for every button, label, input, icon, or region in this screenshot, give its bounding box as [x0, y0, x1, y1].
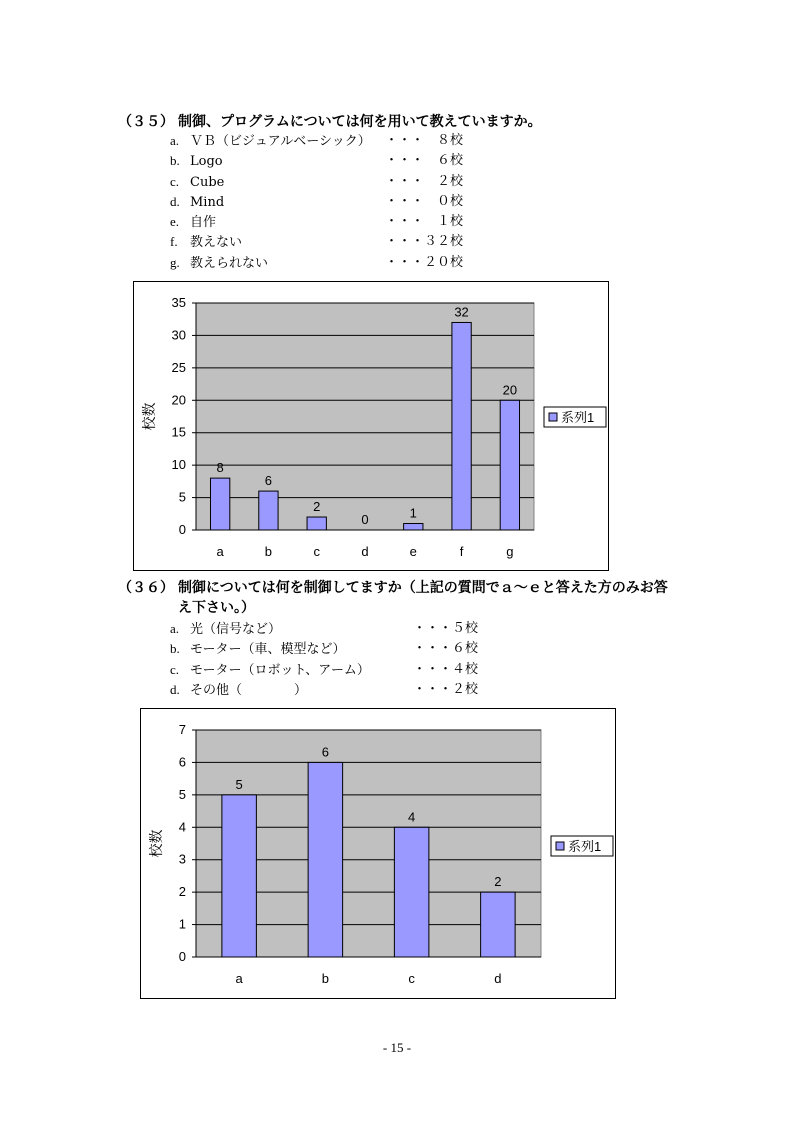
- bar-b: [308, 762, 343, 957]
- q36-option-c-count: ・・・４校: [413, 662, 479, 677]
- chart-1-frame: [133, 281, 609, 571]
- data-label-d: 2: [494, 874, 502, 890]
- data-label-d: 0: [361, 512, 369, 527]
- y-tick-label: 20: [171, 392, 186, 408]
- y-tick-label: 15: [171, 424, 186, 440]
- y-tick-label: 1: [178, 916, 186, 932]
- page-number: - 15 -: [382, 1040, 412, 1055]
- x-tick-label-a: a: [216, 544, 224, 559]
- q35-option-b-count: ・・・ ６校: [385, 153, 464, 168]
- y-tick-label: 25: [171, 359, 186, 375]
- plot-area: [196, 303, 534, 530]
- q36-option-d-count: ・・・２校: [413, 682, 479, 697]
- q35-option-d-count: ・・・ ０校: [385, 194, 464, 209]
- x-tick-label-d: d: [361, 544, 369, 559]
- bar-c: [307, 517, 326, 530]
- legend-swatch: [556, 842, 564, 850]
- bar-e: [404, 524, 423, 530]
- q36-option-d: d. その他（ ） ・・・２校: [170, 682, 479, 698]
- y-tick-label: 30: [171, 327, 186, 343]
- bar-g: [500, 400, 519, 530]
- bar-a: [210, 478, 229, 530]
- y-tick-label: 35: [171, 295, 186, 310]
- data-label-b: 6: [264, 473, 273, 489]
- data-label-a: 5: [235, 776, 243, 792]
- y-tick-label: 4: [178, 819, 186, 835]
- q36-option-b-count: ・・・６校: [413, 641, 479, 656]
- data-label-a: 8: [216, 460, 224, 476]
- q35-option-c-count: ・・・ ２校: [385, 174, 464, 189]
- q35-option-a: a. ＶＢ（ビジュアルベーシック） ・・・ ８校: [170, 133, 464, 149]
- q35-option-f-count: ・・・３２校: [385, 234, 464, 249]
- q35-option-b: b. Logo ・・・ ６校: [170, 153, 464, 169]
- data-label-g: 20: [502, 382, 518, 398]
- bar-b: [259, 491, 278, 530]
- q35-option-a-count: ・・・ ８校: [385, 133, 464, 148]
- chart-2: [141, 709, 615, 998]
- q35-option-e: e. 自作 ・・・ １校: [170, 214, 464, 230]
- bar-c: [394, 827, 429, 957]
- y-axis-title: 校数: [148, 829, 164, 858]
- x-tick-label-e: e: [409, 544, 417, 559]
- data-label-f: 32: [454, 304, 469, 320]
- y-tick-label: 10: [171, 457, 186, 473]
- legend: [544, 407, 606, 427]
- x-tick-label-a: a: [235, 971, 243, 986]
- legend-label: 系列1: [561, 410, 595, 425]
- question-35-number: （３５）: [118, 114, 174, 130]
- question-36-title: [118, 578, 668, 598]
- question-35-title: [118, 112, 542, 132]
- q35-option-g: g. 教えられない ・・・２０校: [170, 255, 464, 271]
- bar-d: [481, 892, 516, 957]
- y-tick-label: 3: [178, 851, 186, 867]
- q36-option-b: b. モーター（車、模型など） ・・・６校: [170, 641, 479, 657]
- y-axis-title: 校数: [141, 402, 157, 431]
- x-tick-label-c: c: [408, 971, 415, 986]
- x-tick-label-g: g: [506, 544, 514, 559]
- q35-option-g-count: ・・・２０校: [385, 255, 464, 270]
- y-tick-label: 2: [178, 884, 186, 900]
- x-tick-label-d: d: [494, 971, 502, 986]
- question-36-number: （３６）: [118, 580, 174, 596]
- q35-option-d: d. Mind ・・・ ０校: [170, 194, 464, 210]
- q36-option-c: c. モーター（ロボット、アーム） ・・・４校: [170, 662, 479, 678]
- legend-label: 系列1: [568, 839, 602, 854]
- y-tick-label: 0: [178, 522, 186, 537]
- question-36-text: 制御については何を制御してますか（上記の質問でａ～ｅと答えた方のみお答: [178, 580, 668, 596]
- data-label-c: 2: [313, 499, 321, 515]
- x-tick-label-b: b: [264, 544, 273, 559]
- y-tick-label: 7: [178, 722, 186, 737]
- chart-1: [134, 282, 608, 570]
- data-label-e: 1: [409, 505, 417, 521]
- y-tick-label: 0: [178, 949, 186, 964]
- q36-option-a: a. 光（信号など） ・・・５校: [170, 621, 479, 637]
- q35-option-c: c. Cube ・・・ ２校: [170, 174, 464, 190]
- chart-2-frame: [140, 708, 616, 999]
- x-tick-label-f: f: [459, 544, 464, 559]
- data-label-b: 6: [321, 744, 329, 760]
- question-36-title-continued: え下さい。）: [178, 600, 255, 616]
- y-tick-label: 5: [178, 489, 186, 505]
- bar-a: [222, 795, 257, 957]
- q35-option-e-count: ・・・ １校: [385, 214, 464, 229]
- bar-f: [452, 322, 471, 530]
- x-tick-label-b: b: [321, 971, 329, 986]
- legend-swatch: [549, 413, 557, 421]
- q35-option-f: f. 教えない ・・・３２校: [170, 234, 464, 250]
- x-tick-label-c: c: [313, 544, 320, 559]
- data-label-c: 4: [408, 809, 416, 825]
- question-35-text: 制御、プログラムについては何を用いて教えていますか。: [178, 114, 542, 130]
- legend: [551, 836, 613, 856]
- q36-option-a-count: ・・・５校: [413, 621, 479, 636]
- y-tick-label: 5: [178, 786, 186, 802]
- y-tick-label: 6: [178, 754, 186, 770]
